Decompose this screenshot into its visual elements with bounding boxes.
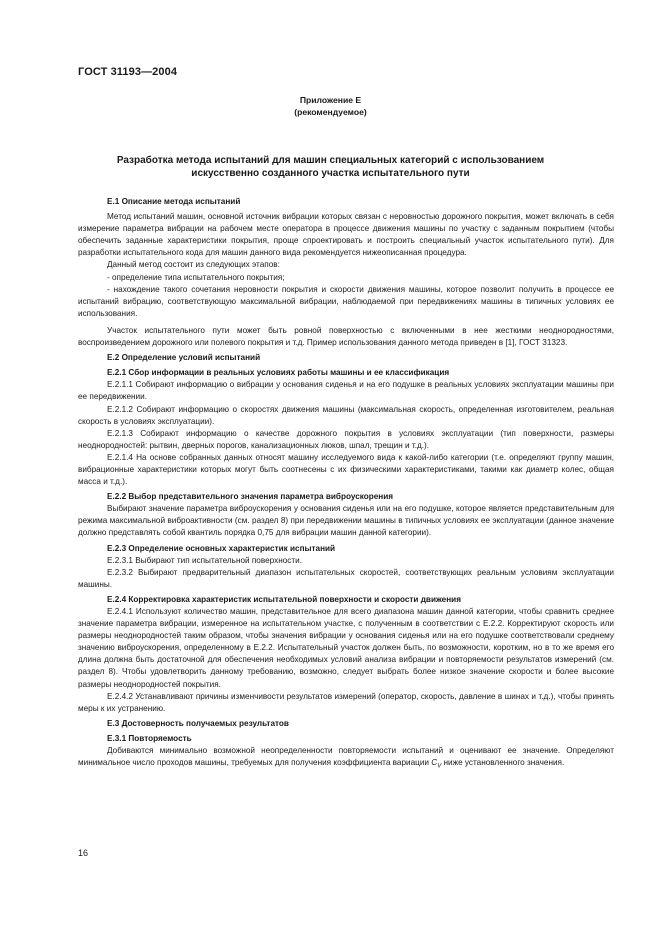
section-e3-heading: Е.3 Достоверность получаемых результатов [107,718,289,728]
clause: Е.2.3.1 Выбирают тип испытательной поверхности. [107,555,302,565]
clause: Е.2.3.2 Выбирают предварительный диапазон испытательных скоростей, соответствующих реальным условиям эксплуатации машины. [78,567,614,589]
clause: Е.2.1.1 Собирают информацию о вибрации у основания сиденья и на его подушке в реальных условиях эксплуатации машины при ее передвижении. [78,380,614,402]
annex-heading-line-2: искусственно созданного участка испытательного пути [191,168,470,179]
variation-coefficient-symbol: C [431,758,438,768]
paragraph [78,745,614,773]
section-e21-heading: Е.2.1 Сбор информации в реальных условиях работы машины и ее классификация [107,368,450,378]
annex-title: Приложение Е [299,95,362,105]
document-body [78,196,614,773]
annex-status: (рекомендуемое) [294,107,367,117]
section-e1-heading: Е.1 Описание метода испытаний [107,197,241,206]
paragraph-text: ниже установленного значения. [441,758,565,768]
clause: Е.2.4.1 Используют количество машин, представительное для всего диапазона машин данной категории, чтобы сравнить среднее значение параметра вибрации, измеренное на испытательном участке, с полученным в соответствии с Е.2.2. Корректируют скорость или размеры неоднородностей таким образом, чтобы значения вибрации у основания сиденья или на его подушке соответствовали среднему значению виброускорения, определенному в Е.2.2. Испытательный участок должен быть, по возможности, коротким, но в то же время его длина должна быть достаточной для обеспечения необходимых условий анализа вибрации и повторяемости результатов измерений (см. раздел 8). Чтобы удовлетворить данному требованию, возможно, следует выбрать более низкое значение скорости и более высокие размеры неоднородностей покрытия. [78,607,614,689]
section-e23-heading: Е.2.3 Определение основных характеристик испытаний [107,543,336,553]
variation-coefficient-subscript: V [437,763,442,770]
section-e2-heading: Е.2 Определение условий испытаний [107,353,261,363]
clause: Е.2.1.4 На основе собранных данных относят машину исследуемого вида к какой-либо категории (т.е. определяют группу машин, вибрационные характеристики которых могут быть соотнесены с их физическими характеристиками, такими как диаметр колес, общая масса и т.д.). [78,452,614,487]
paragraph: Метод испытаний машин, основной источник вибрации которых связан с неровностью дорожного покрытия, может включать в себя измерение параметра вибрации на рабочем месте оператора в процессе движения машины по участку с заданным покрытием (чтобы обеспечить заданные характеристики покрытия, проще спроектировать и построить специальный участок испытательного пути). Для разработки испытательного кода для машин данного вида рекомендуется нижеописанная процедура. [78,212,614,258]
section-e31-heading: Е.3.1 Повторяемость [107,733,192,743]
section-e22-heading: Е.2.2 Выбор представительного значения параметра виброускорения [107,492,394,502]
annex-heading-line-1: Разработка метода испытаний для машин специальных категорий с использованием [116,155,545,166]
list-item: - нахождение такого сочетания неровности покрытия и скорости движения машины, которое позволит получить в процессе ее испытаний вибрацию, соответствующую максимальной вибрации, наблюдаемой при передвижениях машины в типичных условиях ее использования. [78,284,614,318]
paragraph-text: Добиваются минимально возможной неопределенности повторяемости испытаний и оценивают ее значение. Определяют минимальное число проходов машины, требуемых для получения коэффициента вариации [78,746,614,768]
page-number: 16 [78,848,89,858]
annex-heading [0,154,661,180]
paragraph: Данный метод состоит из следующих этапов: [107,260,280,270]
annex-label [0,94,661,118]
clause: Е.2.1.3 Собирают информацию о качестве дорожного покрытия в условиях эксплуатации (тип поверхности, размеры неоднородностей: рытвин, дверных порогов, канализационных люков, шпал, трещин и т.д.). [78,428,614,450]
clause: Е.2.4.2 Устанавливают причины изменчивости результатов измерений (оператор, скорость, давление в шинах и т.д.), чтобы принять меры к их устранению. [78,691,614,713]
document-header: ГОСТ 31193—2004 [78,66,178,78]
section-e24-heading: Е.2.4 Корректировка характеристик испытательной поверхности и скорости движения [107,594,461,604]
paragraph: Выбирают значение параметра виброускорения у основания сиденья или на его подушке, которое является представительным для режима максимальной виброактивности (см. раздел 8) при передвижении машины в типичных условиях ее эксплуатации (данное значение должно представлять собой квантиль порядка 0,75 для вибрации машин данной категории). [78,504,614,538]
clause: Е.2.1.2 Собирают информацию о скоростях движения машины (максимальная скорость, определенная изготовителем, реальная скорость в условиях эксплуатации). [78,404,614,426]
list-item: - определение типа испытательного покрытия; [107,272,285,282]
paragraph: Участок испытательного пути может быть ровной поверхностью с включенными в нее жесткими неоднородностями, воспроизведением дорожного или полевого покрытия и т.д. Пример использования данного метода приведен в [1], ГОСТ 31323. [78,325,614,348]
